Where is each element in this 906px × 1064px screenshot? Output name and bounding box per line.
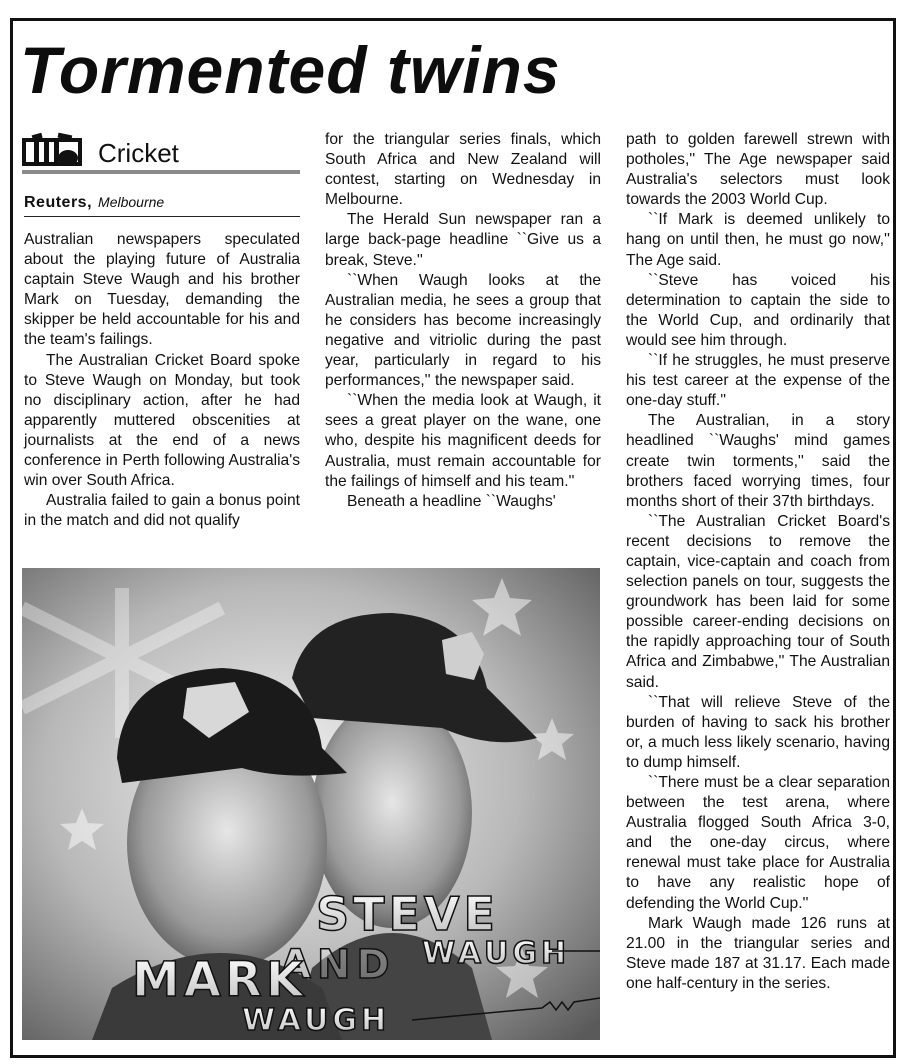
headline: Tormented twins (20, 33, 561, 107)
byline-agency: Reuters, (24, 194, 93, 211)
caption-steve-first: Steve (316, 887, 499, 941)
paragraph: ``There must be a clear separation between the test arena, where Australia flogged South Africa 3-0, and the one-day circus, where renewal must take place for Australia to have any realistic hope of defending the World Cup.'' (626, 774, 890, 912)
article-column-3 (626, 130, 890, 994)
paragraph: The Herald Sun newspaper ran a large back-page headline ``Give us a break, Steve.'' (325, 211, 601, 269)
article-column-2 (325, 130, 601, 512)
paragraph: for the triangular series finals, which South Africa and New Zealand will contest, starting on Wednesday in Melbourne. (325, 131, 601, 209)
byline-rule (24, 216, 300, 217)
waugh-twins-photo (22, 568, 600, 1040)
paragraph: ``That will relieve Steve of the burden of having to sack his brother or, a much less likely scenario, having to dump himself. (626, 693, 890, 771)
section-rule (22, 170, 300, 174)
paragraph: ``If Mark is deemed unlikely to hang on until then, he must go now,'' The Age said. (626, 211, 890, 269)
paragraph: The Australian, in a story headlined ``Waughs' mind games create twin torments,'' said the brothers faced worrying times, four months short of their 37th birthdays. (626, 412, 890, 510)
caption-and: and (280, 942, 396, 988)
paragraph: Australia failed to gain a bonus point in the match and did not qualify (24, 492, 300, 530)
caption-mark-first: Mark (132, 952, 308, 1008)
cricket-stumps-icon (22, 132, 92, 170)
paragraph: path to golden farewell strewn with potholes,'' The Age newspaper said Australia's selectors must look towards the 2003 World Cup. (626, 131, 890, 209)
byline (24, 192, 300, 213)
article-column-1 (24, 230, 300, 531)
byline-place: Melbourne (98, 194, 165, 210)
paragraph: ``When the media look at Waugh, it sees a great player on the wane, one who, despite his magnificent deeds for Australia, must remain accountable for the failings of himself and his team.'' (325, 392, 601, 490)
paragraph: Australian newspapers speculated about the playing future of Australia captain Steve Waugh and his brother Mark on Tuesday, demanding the skipper be held accountable for his and the team's failings. (24, 231, 300, 349)
paragraph: ``When Waugh looks at the Australian media, he sees a group that he considers has become increasingly negative and vitriolic during the past year, particularly in regard to his performances,'' the newspaper said. (325, 271, 601, 390)
section-label: Cricket (98, 138, 179, 168)
caption-mark-last: Waugh (242, 1003, 391, 1038)
section-header (22, 132, 300, 172)
paragraph: The Australian Cricket Board spoke to Steve Waugh on Monday, but took no disciplinary action, after he had apparently muttered obscenities at journalists at the end of a news conference in Perth following Australia's win over South Africa. (24, 351, 300, 490)
paragraph: ``If he struggles, he must preserve his test career at the expense of the one-day stuff.'' (626, 352, 890, 410)
paragraph: Beneath a headline ``Waughs' (347, 492, 556, 510)
paragraph: ``The Australian Cricket Board's recent decisions to remove the captain, vice-captain and coach from selection panels on tour, suggests the groundwork has been laid for some possible career-ending decisions on the rapidly approaching tour of South Africa and Zimbabwe,'' The Australian said. (626, 512, 890, 691)
caption-steve-last: Waugh (422, 936, 571, 971)
paragraph: Mark Waugh made 126 runs at 21.00 in the triangular series and Steve made 187 at 31.17. Each made one half-century in the series. (626, 914, 890, 992)
photo-illustration (22, 568, 600, 1040)
paragraph: ``Steve has voiced his determination to captain the side to the World Cup, and ordinarily that would see him through. (626, 271, 890, 349)
